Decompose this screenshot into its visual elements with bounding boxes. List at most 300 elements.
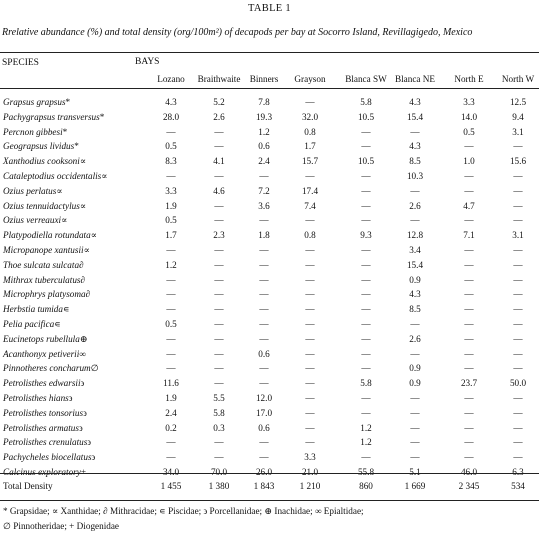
table-cell: 7.8 xyxy=(258,97,270,107)
table-cell: 3.3 xyxy=(165,185,177,196)
table-cell: — xyxy=(410,215,420,226)
table-cell: — xyxy=(464,185,474,196)
bays-header: BAYS xyxy=(135,57,160,67)
bottom-rule xyxy=(0,500,539,501)
species-name: Herbstia tumida∊ xyxy=(3,304,70,315)
table-cell: — xyxy=(410,319,420,329)
table-row xyxy=(0,230,539,242)
table-cell: — xyxy=(259,215,269,226)
column-header: Braithwaite xyxy=(197,74,241,84)
table-cell: 17.4 xyxy=(301,185,319,196)
table-cell: 0.2 xyxy=(165,422,177,433)
family-marker: * xyxy=(74,141,79,152)
table-cell: 50.0 xyxy=(509,378,527,389)
table-cell: — xyxy=(166,437,176,448)
table-cell: — xyxy=(513,393,523,403)
table-cell: 2.6 xyxy=(409,333,421,344)
table-cell: — xyxy=(361,289,371,300)
table-cell: — xyxy=(305,393,315,403)
table-cell: — xyxy=(305,97,315,107)
column-header: Lozano xyxy=(157,74,185,84)
total-cell: 1 210 xyxy=(299,481,321,491)
table-cell: 0.8 xyxy=(304,126,316,137)
table-cell: — xyxy=(361,333,371,344)
table-cell: 1.0 xyxy=(463,156,475,167)
table-cell: — xyxy=(513,274,523,285)
table-cell: 5.8 xyxy=(360,378,372,389)
table-cell: 9.3 xyxy=(360,230,372,241)
species-name: Petrolisthes hians϶ xyxy=(3,393,73,403)
table-cell: 7.1 xyxy=(463,230,475,241)
table-cell: 4.3 xyxy=(165,97,177,107)
family-marker: ∝ xyxy=(56,185,63,196)
family-marker: ϶ xyxy=(78,422,83,433)
table-row xyxy=(0,201,539,213)
table-cell: — xyxy=(305,245,315,255)
column-header: Blanca SW xyxy=(345,74,387,84)
table-cell: 9.4 xyxy=(512,111,524,122)
table-cell: 3.3 xyxy=(463,97,475,107)
table-cell: — xyxy=(464,348,474,359)
table-cell: — xyxy=(259,363,269,374)
table-cell: — xyxy=(305,407,315,418)
table-cell: 3.3 xyxy=(304,452,316,463)
table-cell: 28.0 xyxy=(162,111,180,122)
table-cell: — xyxy=(305,274,315,285)
species-name: Platypodiella rotundata∝ xyxy=(3,230,97,241)
table-cell: 4.3 xyxy=(409,289,421,300)
table-cell: — xyxy=(464,274,474,285)
species-name: Ozius perlatus∝ xyxy=(3,185,63,196)
species-name: Xanthodius cooksoni∝ xyxy=(3,156,87,167)
table-cell: — xyxy=(361,171,371,181)
table-cell: 5.2 xyxy=(213,97,225,107)
table-cell: — xyxy=(410,393,420,403)
table-cell: 0.5 xyxy=(165,319,177,329)
table-cell: 7.4 xyxy=(304,200,316,211)
table-cell: 5.8 xyxy=(360,97,372,107)
table-cell: — xyxy=(513,348,523,359)
table-cell: 1.2 xyxy=(165,259,177,270)
table-cell: — xyxy=(214,141,224,152)
table-cell: 1.9 xyxy=(165,200,177,211)
table-cell: — xyxy=(214,126,224,137)
table-cell: — xyxy=(361,185,371,196)
total-cell: 1 455 xyxy=(160,481,182,491)
table-cell: — xyxy=(214,245,224,255)
table-cell: — xyxy=(361,200,371,211)
species-name: Acanthonyx petiverii∞ xyxy=(3,348,86,359)
table-cell: — xyxy=(464,422,474,433)
header-rule xyxy=(0,88,539,89)
table-cell: — xyxy=(361,274,371,285)
table-cell: 1.7 xyxy=(304,141,316,152)
table-cell: — xyxy=(166,452,176,463)
table-cell: 11.6 xyxy=(163,378,179,389)
table-cell: 55.8 xyxy=(357,467,375,477)
table-cell: 0.9 xyxy=(409,274,421,285)
table-cell: 10.3 xyxy=(406,171,424,181)
species-name: Pelia pacifica∊ xyxy=(3,319,61,329)
table-cell: — xyxy=(410,452,420,463)
table-caption: Rrelative abundance (%) and total density (org/100m²) of decapods per bay at Socorro Island, Revillagigedo, Mexico xyxy=(2,27,473,38)
table-cell: 5.5 xyxy=(213,393,225,403)
table-cell: — xyxy=(214,289,224,300)
top-rule xyxy=(0,52,539,53)
family-marker: ϶ xyxy=(87,437,92,448)
table-cell: — xyxy=(259,437,269,448)
table-cell: 2.4 xyxy=(258,156,270,167)
table-cell: — xyxy=(361,319,371,329)
table-cell: — xyxy=(214,363,224,374)
species-name: Ozius tennuidactylus∝ xyxy=(3,200,87,211)
table-cell: 10.5 xyxy=(357,111,375,122)
table-cell: — xyxy=(214,304,224,315)
family-marker: * xyxy=(99,111,105,122)
species-name: Microphrys platysoma∂ xyxy=(3,289,91,300)
table-cell: 32.0 xyxy=(301,111,319,122)
table-cell: — xyxy=(259,333,269,344)
table-cell: 0.5 xyxy=(463,126,475,137)
table-cell: — xyxy=(410,185,420,196)
species-name: Petrolisthes tonsorius϶ xyxy=(3,407,87,418)
table-cell: 4.3 xyxy=(409,141,421,152)
table-cell: — xyxy=(214,200,224,211)
table-row xyxy=(0,304,539,316)
species-name: Pachygrapsus transversus* xyxy=(3,111,105,122)
table-cell: — xyxy=(464,259,474,270)
table-cell: — xyxy=(513,452,523,463)
table-cell: 0.6 xyxy=(258,422,270,433)
table-row xyxy=(0,171,539,183)
table-cell: — xyxy=(361,407,371,418)
column-header: Binners xyxy=(249,74,279,84)
footnote-line-1: * Grapsidae; ∝ Xanthidae; ∂ Mithracidae; ∊ Piscidae; ϶ Porcellanidae; ⊕ Inachidae; ∞ Epialtidae; xyxy=(3,506,364,516)
species-header: SPECIES xyxy=(2,58,39,68)
table-cell: 1.2 xyxy=(258,126,270,137)
table-row xyxy=(0,112,539,124)
table-cell: — xyxy=(361,126,371,137)
table-cell: 12.0 xyxy=(255,393,273,403)
table-cell: — xyxy=(513,319,523,329)
table-cell: — xyxy=(513,200,523,211)
species-name: Mithrax tuberculatus∂ xyxy=(3,274,86,285)
table-cell: — xyxy=(259,171,269,181)
total-cell: 860 xyxy=(359,481,373,491)
table-cell: 8.5 xyxy=(409,304,421,315)
table-cell: — xyxy=(214,259,224,270)
table-cell: 4.6 xyxy=(213,185,225,196)
table-cell: — xyxy=(214,274,224,285)
species-name: Petrolisthes crenulatus϶ xyxy=(3,437,92,448)
species-name: Geograpsus lividus* xyxy=(3,141,79,152)
table-cell: — xyxy=(166,274,176,285)
table-cell: — xyxy=(513,422,523,433)
table-cell: 3.1 xyxy=(512,126,524,137)
table-cell: — xyxy=(166,363,176,374)
table-cell: — xyxy=(464,245,474,255)
table-cell: 1.8 xyxy=(258,230,270,241)
table-cell: — xyxy=(464,363,474,374)
table-cell: 14.0 xyxy=(460,111,478,122)
table-cell: 15.7 xyxy=(301,156,319,167)
table-cell: 0.5 xyxy=(165,215,177,226)
table-cell: — xyxy=(259,319,269,329)
table-row xyxy=(0,156,539,168)
table-cell: — xyxy=(513,289,523,300)
table-cell: — xyxy=(259,274,269,285)
table-cell: — xyxy=(361,141,371,152)
family-marker: ϶ xyxy=(80,378,85,389)
table-cell: — xyxy=(464,437,474,448)
table-row xyxy=(0,275,539,287)
family-marker: ∝ xyxy=(83,245,90,255)
family-marker: * xyxy=(65,97,71,107)
table-cell: 23.7 xyxy=(460,378,478,389)
table-cell: — xyxy=(513,259,523,270)
table-cell: — xyxy=(214,215,224,226)
table-title: TABLE 1 xyxy=(248,3,291,14)
table-cell: — xyxy=(214,452,224,463)
table-cell: — xyxy=(305,422,315,433)
table-cell: 10.5 xyxy=(357,156,375,167)
table-cell: — xyxy=(410,422,420,433)
species-name: Calcinus exploratory+ xyxy=(3,467,87,477)
column-header: Blanca NE xyxy=(394,74,436,84)
table-cell: — xyxy=(305,259,315,270)
table-cell: — xyxy=(361,393,371,403)
table-cell: — xyxy=(166,348,176,359)
table-cell: — xyxy=(259,304,269,315)
table-cell: 12.5 xyxy=(509,97,527,107)
table-cell: 70.0 xyxy=(210,467,228,477)
table-cell: — xyxy=(410,407,420,418)
table-cell: 0.9 xyxy=(409,363,421,374)
table-cell: — xyxy=(214,171,224,181)
species-name: Micropanope xantusii∝ xyxy=(3,245,90,255)
total-rule xyxy=(0,473,539,474)
table-cell: 0.8 xyxy=(304,230,316,241)
species-name: Petrolisthes armatus϶ xyxy=(3,422,83,433)
table-cell: 17.0 xyxy=(255,407,273,418)
table-cell: 0.3 xyxy=(213,422,225,433)
total-cell: 2 345 xyxy=(458,481,480,491)
table-cell: — xyxy=(513,304,523,315)
table-cell: — xyxy=(214,319,224,329)
table-cell: 15.6 xyxy=(509,156,527,167)
table-row xyxy=(0,423,539,435)
table-cell: 19.3 xyxy=(255,111,273,122)
table-cell: 3.4 xyxy=(409,245,421,255)
table-cell: 34.0 xyxy=(162,467,180,477)
table-cell: — xyxy=(361,215,371,226)
table-cell: 8.3 xyxy=(165,156,177,167)
table-cell: — xyxy=(464,319,474,329)
total-cell: 1 380 xyxy=(208,481,230,491)
table-row xyxy=(0,437,539,449)
table-cell: 15.4 xyxy=(406,111,424,122)
table-cell: — xyxy=(464,171,474,181)
table-cell: 4.7 xyxy=(463,200,475,211)
table-cell: 2.3 xyxy=(213,230,225,241)
total-cell: 1 669 xyxy=(404,481,426,491)
table-row xyxy=(0,378,539,390)
family-marker: ∝ xyxy=(101,171,108,181)
family-marker: ∊ xyxy=(62,304,70,315)
table-cell: 5.1 xyxy=(409,467,421,477)
table-cell: — xyxy=(305,378,315,389)
family-marker: ∂ xyxy=(80,274,86,285)
species-name: Eucinetops rubellula⊕ xyxy=(3,333,88,344)
table-cell: 7.2 xyxy=(258,185,270,196)
species-name: Pachycheles biocellatus϶ xyxy=(3,452,96,463)
table-cell: — xyxy=(464,215,474,226)
table-cell: 26.0 xyxy=(255,467,273,477)
family-marker: ∝ xyxy=(61,215,68,226)
table-cell: — xyxy=(513,215,523,226)
table-cell: — xyxy=(214,348,224,359)
table-row xyxy=(0,452,539,464)
table-cell: 1.7 xyxy=(165,230,177,241)
family-marker: ϶ xyxy=(83,407,87,418)
family-marker: ∞ xyxy=(79,348,86,359)
table-cell: — xyxy=(214,378,224,389)
table-cell: 21.0 xyxy=(301,467,319,477)
table-cell: — xyxy=(259,378,269,389)
table-cell: 2.6 xyxy=(409,200,421,211)
table-cell: — xyxy=(464,289,474,300)
table-cell: — xyxy=(305,319,315,329)
family-marker: ∝ xyxy=(79,156,87,167)
family-marker: ⊕ xyxy=(79,333,88,344)
table-cell: 4.3 xyxy=(409,97,421,107)
family-marker: ϶ xyxy=(68,393,73,403)
column-header: North W xyxy=(501,74,535,84)
species-name: Petrolisthes edwarsii϶ xyxy=(3,378,85,389)
table-row xyxy=(0,215,539,227)
species-name: Percnon gibbesi* xyxy=(3,126,68,137)
table-cell: — xyxy=(410,348,420,359)
table-cell: 1.9 xyxy=(165,393,177,403)
table-row xyxy=(0,408,539,420)
table-cell: — xyxy=(305,304,315,315)
table-cell: 0.5 xyxy=(165,141,177,152)
table-cell: 0.9 xyxy=(409,378,421,389)
table-cell: 3.6 xyxy=(258,200,270,211)
table-cell: 46.0 xyxy=(460,467,478,477)
species-name: Grapsus grapsus* xyxy=(3,97,71,107)
total-cell: 1 843 xyxy=(253,481,275,491)
table-cell: 15.4 xyxy=(406,259,424,270)
table-cell: — xyxy=(513,245,523,255)
table-cell: 8.5 xyxy=(409,156,421,167)
column-header: North E xyxy=(454,74,484,84)
table-cell: 1.2 xyxy=(360,422,372,433)
table-cell: — xyxy=(166,304,176,315)
table-cell: — xyxy=(214,333,224,344)
table-row xyxy=(0,186,539,198)
table-cell: — xyxy=(305,215,315,226)
table-cell: 0.6 xyxy=(258,348,270,359)
table-cell: 5.8 xyxy=(213,407,225,418)
table-cell: — xyxy=(361,304,371,315)
table-row xyxy=(0,349,539,361)
family-marker: ∅ xyxy=(90,363,99,374)
table-cell: 0.6 xyxy=(258,141,270,152)
table-cell: 1.2 xyxy=(360,437,372,448)
table-row xyxy=(0,289,539,301)
family-marker: ∝ xyxy=(90,230,97,241)
table-cell: — xyxy=(513,363,523,374)
table-cell: — xyxy=(305,348,315,359)
table-cell: 2.6 xyxy=(213,111,225,122)
table-row xyxy=(0,319,539,331)
table-cell: — xyxy=(361,348,371,359)
table-cell: — xyxy=(305,437,315,448)
table-cell: — xyxy=(410,437,420,448)
table-cell: — xyxy=(305,333,315,344)
table-cell: — xyxy=(361,452,371,463)
table-cell: — xyxy=(464,141,474,152)
family-marker: ∂ xyxy=(79,259,84,270)
table-cell: — xyxy=(305,289,315,300)
table-cell: — xyxy=(166,289,176,300)
family-marker: ϶ xyxy=(91,452,96,463)
table-cell: — xyxy=(166,126,176,137)
table-cell: — xyxy=(513,333,523,344)
family-marker: * xyxy=(62,126,68,137)
footnote-line-2: ∅ Pinnotheridae; + Diogenidae xyxy=(3,521,120,531)
table-cell: — xyxy=(464,333,474,344)
table-cell: — xyxy=(513,185,523,196)
table-cell: — xyxy=(259,289,269,300)
table-cell: — xyxy=(166,245,176,255)
table-cell: — xyxy=(513,407,523,418)
family-marker: + xyxy=(80,467,87,477)
table-cell: — xyxy=(513,437,523,448)
table-cell: 2.4 xyxy=(165,407,177,418)
table-cell: — xyxy=(259,245,269,255)
table-row xyxy=(0,141,539,153)
table-cell: — xyxy=(166,171,176,181)
table-row xyxy=(0,97,539,109)
table-cell: — xyxy=(259,452,269,463)
table-row xyxy=(0,393,539,405)
column-header: Grayson xyxy=(294,74,326,84)
table-row xyxy=(0,127,539,139)
species-name: Cataleptodius occidentalis∝ xyxy=(3,171,108,181)
species-name: Pinnotheres concharum∅ xyxy=(3,363,99,374)
table-cell: — xyxy=(361,363,371,374)
total-cell: 534 xyxy=(511,481,525,491)
table-row xyxy=(0,245,539,257)
table-cell: — xyxy=(464,407,474,418)
family-marker: ∝ xyxy=(79,200,87,211)
table-cell: — xyxy=(513,171,523,181)
species-name: Thoe sulcata sulcata∂ xyxy=(3,259,84,270)
table-cell: — xyxy=(410,126,420,137)
table-cell: — xyxy=(214,437,224,448)
table-cell: 3.1 xyxy=(512,230,524,241)
table-cell: — xyxy=(361,245,371,255)
table-cell: 12.8 xyxy=(406,230,424,241)
family-marker: ∊ xyxy=(54,319,61,329)
table-row xyxy=(0,363,539,375)
table-cell: — xyxy=(305,171,315,181)
table-cell: — xyxy=(464,393,474,403)
table-cell: — xyxy=(305,363,315,374)
table-cell: 6.3 xyxy=(512,467,524,477)
